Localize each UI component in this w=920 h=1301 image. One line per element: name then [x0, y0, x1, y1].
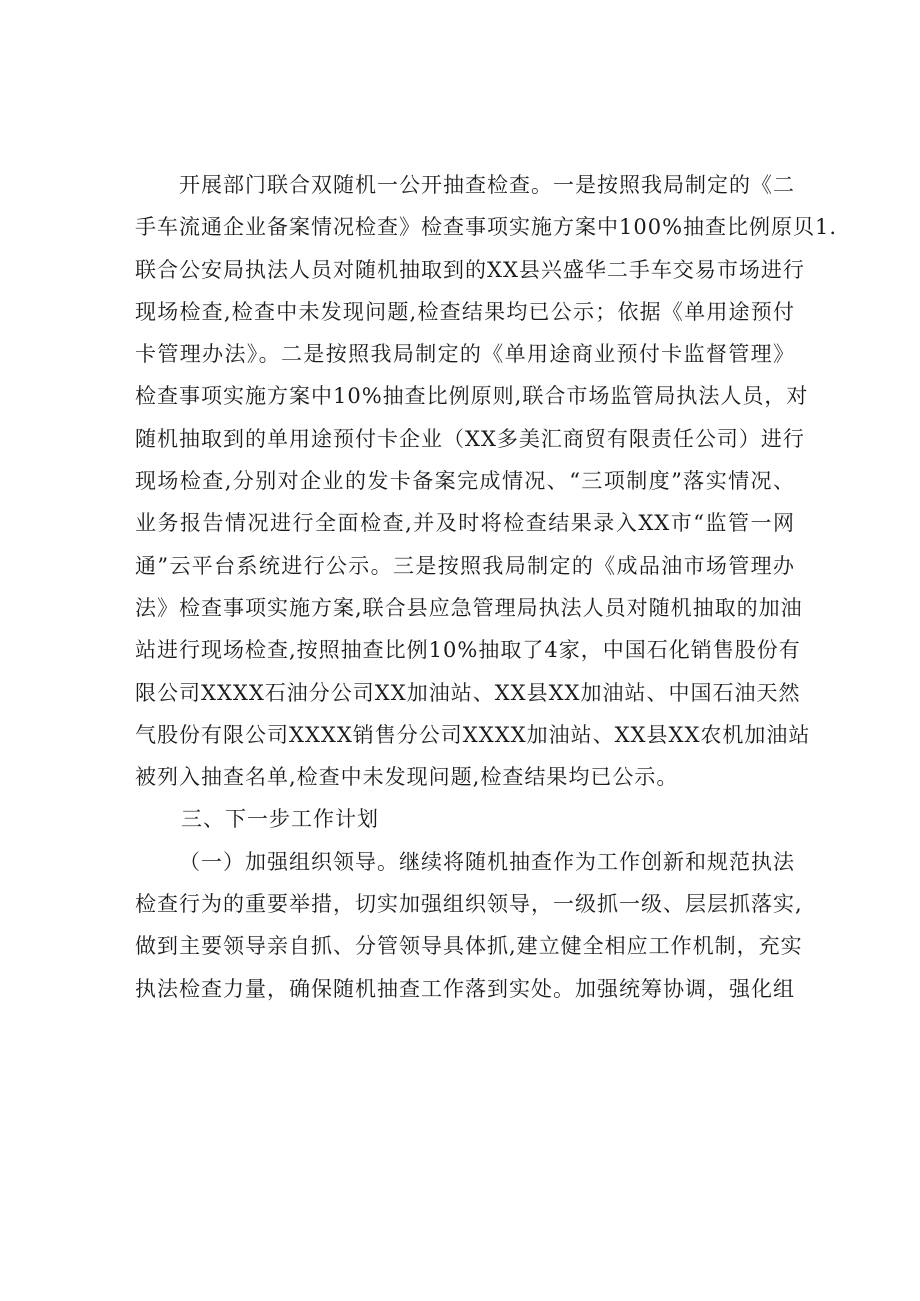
paragraph-line: 检查事项实施方案中10%抽查比例原则,联合市场监管局执法人员，对 [135, 384, 809, 409]
paragraph-line: 随机抽取到的单用途预付卡企业（XX多美汇商贸有限责任公司）进行 [135, 426, 805, 451]
paragraph-line: 执法检查力量，确保随机抽查工作落到实处。加强统筹协调，强化组 [135, 976, 795, 1001]
paragraph-line: 通”云平台系统进行公示。三是按照我局制定的《成品油市场管理办 [135, 553, 795, 578]
paragraph-line: 开展部门联合双随机一公开抽查检查。一是按照我局制定的《二 [179, 173, 795, 197]
section-heading-next-steps: 三、下一步工作计划 [181, 807, 379, 832]
paragraph-strengthen-leadership [135, 841, 803, 1010]
paragraph-line: 业务报告情况进行全面检查,并及时将检查结果录入XX市“监管一网 [135, 511, 795, 536]
paragraph-line: 手车流通企业备案情况检查》检查事项实施方案中100%抽查比例原贝1. [135, 215, 838, 240]
paragraph-random-inspection [135, 164, 838, 798]
paragraph-line: 气股份有限公司XXXX销售分公司XXXX加油站、XX县XX农机加油站 [135, 722, 811, 747]
paragraph-line: 限公司XXXX石油分公司XX加油站、XX县XX加油站、中国石油天然 [135, 680, 801, 705]
paragraph-line: 联合公安局执法人员对随机抽取到的XX县兴盛华二手车交易市场进行 [135, 257, 805, 282]
paragraph-line: 做到主要领导亲自抓、分管领导具体抓,建立健全相应工作机制，充实 [135, 934, 803, 959]
paragraph-line: 法》检查事项实施方案,联合县应急管理局执法人员对随机抽取的加油 [135, 595, 803, 620]
paragraph-line: 被列入抽查名单,检查中未发现问题,检查结果均已公示。 [135, 765, 679, 790]
paragraph-line: 现场检查,检查中未发现问题,检查结果均已公示；依据《单用途预付 [135, 299, 795, 324]
paragraph-line: 站进行现场检查,按照抽查比例10%抽取了4家，中国石化销售股份有 [135, 638, 801, 663]
paragraph-line: 现场检查,分别对企业的发卡备案完成情况、“三项制度”落实情况、 [135, 469, 795, 494]
paragraph-line: 检查行为的重要举措，切实加强组织领导，一级抓一级、层层抓落实, [135, 892, 803, 917]
document-body [135, 164, 838, 1010]
paragraph-line: 卡管理办法》。二是按照我局制定的《单用途商业预付卡监督管理》 [135, 342, 795, 367]
paragraph-line: （一）加强组织领导。继续将随机抽查作为工作创新和规范执法 [179, 849, 795, 874]
